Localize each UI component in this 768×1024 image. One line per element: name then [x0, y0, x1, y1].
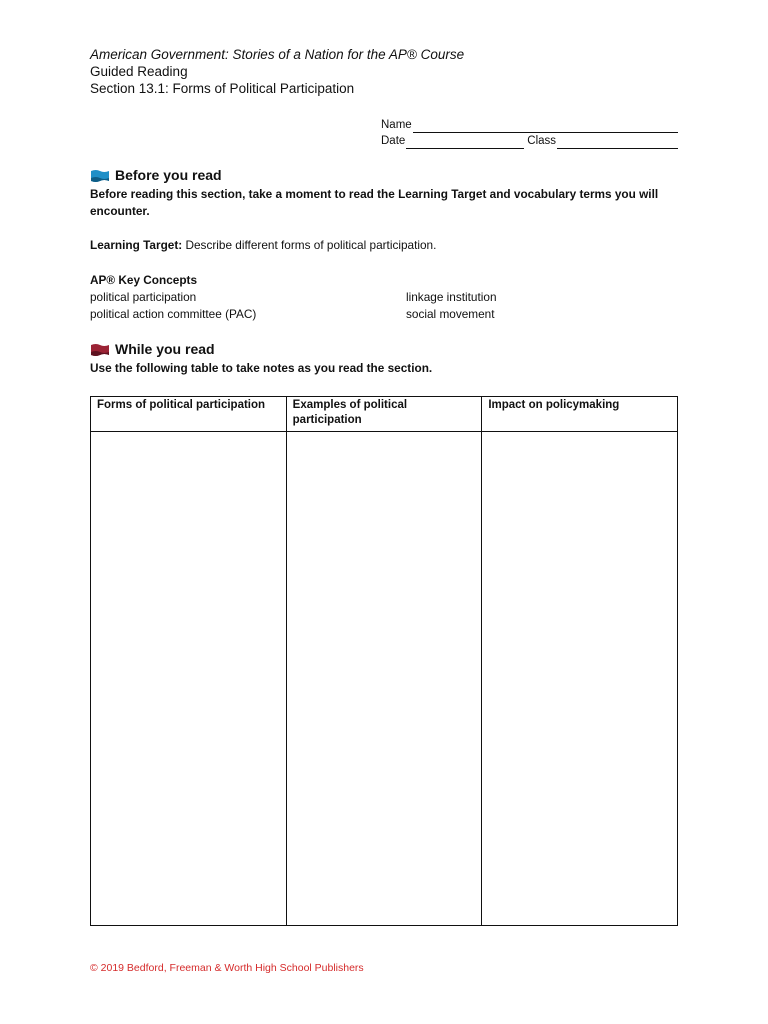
book-title: American Government: Stories of a Nation for the AP® Course — [90, 47, 465, 62]
concepts-left-column — [90, 289, 256, 322]
key-concepts-heading: AP® Key Concepts — [90, 273, 198, 287]
class-label: Class — [527, 135, 557, 147]
student-info-fields — [381, 117, 678, 149]
concept-term: political action committee (PAC) — [90, 306, 257, 321]
examples-notes-cell[interactable] — [286, 432, 482, 926]
before-instructions: Before reading this section, take a moment to read the Learning Target and vocabulary terms you will encounter. — [90, 187, 659, 218]
while-instructions: Use the following table to take notes as you read the section. — [90, 361, 433, 375]
copyright-footer: © 2019 Bedford, Freeman & Worth High School Publishers — [90, 962, 364, 974]
before-you-read-heading — [90, 167, 222, 183]
guided-reading-label: Guided Reading — [90, 64, 188, 79]
flag-icon — [90, 343, 110, 356]
flag-icon — [90, 169, 110, 182]
date-label: Date — [381, 135, 406, 147]
date-class-row — [381, 133, 678, 149]
learning-target-label: Learning Target: — [90, 238, 183, 252]
while-heading-text: While you read — [115, 341, 215, 357]
learning-target — [90, 237, 436, 254]
column-header-forms: Forms of political participation — [91, 397, 287, 432]
name-field[interactable] — [413, 120, 678, 133]
table-row — [91, 432, 678, 926]
concept-term: social movement — [406, 306, 495, 321]
class-field[interactable] — [557, 136, 678, 149]
column-header-impact: Impact on policymaking — [482, 397, 678, 432]
notes-table — [90, 396, 678, 926]
concept-term: linkage institution — [406, 290, 497, 304]
before-heading-text: Before you read — [115, 167, 222, 183]
impact-notes-cell[interactable] — [482, 432, 678, 926]
while-you-read-heading — [90, 341, 215, 357]
learning-target-text: Describe different forms of political participation. — [182, 238, 437, 252]
name-label: Name — [381, 119, 412, 131]
concepts-right-column — [406, 289, 497, 322]
table-header-row — [91, 397, 678, 432]
date-field[interactable] — [406, 136, 524, 149]
column-header-examples: Examples of political participation — [286, 397, 482, 432]
forms-notes-cell[interactable] — [91, 432, 287, 926]
name-row — [381, 117, 678, 133]
document-header — [90, 46, 464, 97]
section-title: Section 13.1: Forms of Political Participation — [90, 81, 355, 96]
concept-term: political participation — [90, 290, 197, 304]
